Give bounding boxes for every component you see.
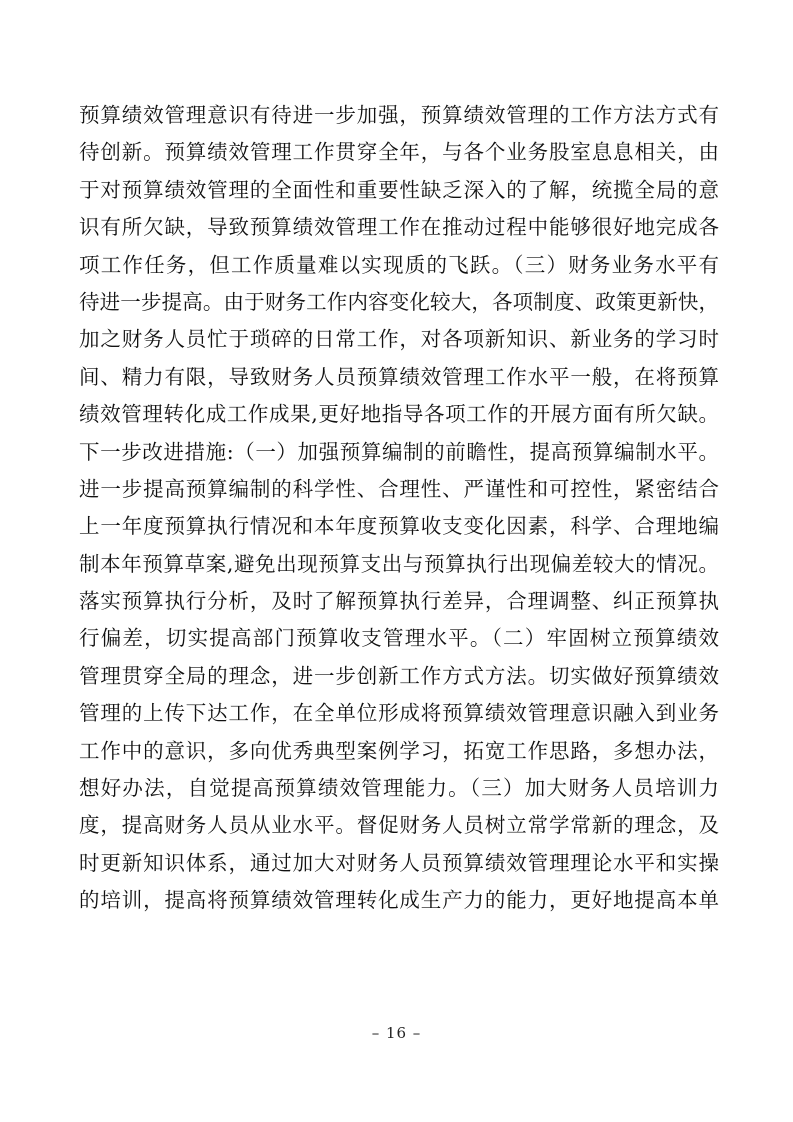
text-line: 加之财务人员忙于琐碎的日常工作，对各项新知识、新业务的学习时 bbox=[79, 327, 719, 352]
text-line: 待进一步提高。由于财务工作内容变化较大，各项制度、政策更新快， bbox=[79, 289, 719, 314]
text-line: 间、精力有限，导致财务人员预算绩效管理工作水平一般，在将预算 bbox=[79, 364, 719, 389]
body-text bbox=[79, 97, 719, 920]
text-line: 下一步改进措施:（一）加强预算编制的前瞻性，提高预算编制水平。 bbox=[79, 439, 719, 464]
text-line: 想好办法，自觉提高预算绩效管理能力。（三）加大财务人员培训力 bbox=[79, 776, 719, 801]
text-line: 预算绩效管理意识有待进一步加强，预算绩效管理的工作方法方式有 bbox=[79, 103, 719, 127]
page-number: – 16 – bbox=[371, 1024, 422, 1042]
text-line: 度，提高财务人员从业水平。督促财务人员树立常学常新的理念，及 bbox=[79, 813, 719, 838]
text-line: 进一步提高预算编制的科学性、合理性、严谨性和可控性，紧密结合 bbox=[79, 476, 719, 501]
text-line: 待创新。预算绩效管理工作贯穿全年，与各个业务股室息息相关，由 bbox=[79, 140, 719, 165]
text-line: 于对预算绩效管理的全面性和重要性缺乏深入的了解，统揽全局的意 bbox=[79, 177, 719, 202]
text-line: 管理贯穿全局的理念，进一步创新工作方式方法。切实做好预算绩效 bbox=[79, 663, 719, 688]
text-line: 时更新知识体系，通过加大对财务人员预算绩效管理理论水平和实操 bbox=[79, 850, 719, 875]
text-line: 的培训，提高将预算绩效管理转化成生产力的能力，更好地提高本单 bbox=[79, 888, 719, 913]
text-line: 管理的上传下达工作，在全单位形成将预算绩效管理意识融入到业务 bbox=[79, 701, 719, 726]
text-line: 项工作任务，但工作质量难以实现质的飞跃。（三）财务业务水平有 bbox=[79, 252, 719, 277]
text-line: 制本年预算草案,避免出现预算支出与预算执行出现偏差较大的情况。 bbox=[79, 551, 719, 576]
text-line: 行偏差，切实提高部门预算收支管理水平。（二）牢固树立预算绩效 bbox=[79, 626, 719, 651]
text-line: 绩效管理转化成工作成果,更好地指导各项工作的开展方面有所欠缺。 bbox=[79, 402, 719, 427]
text-line: 识有所欠缺，导致预算绩效管理工作在推动过程中能够很好地完成各 bbox=[79, 215, 719, 240]
text-line: 落实预算执行分析，及时了解预算执行差异，合理调整、纠正预算执 bbox=[79, 589, 719, 614]
text-line: 工作中的意识，多向优秀典型案例学习，拓宽工作思路，多想办法， bbox=[79, 738, 719, 763]
text-line: 上一年度预算执行情况和本年度预算收支变化因素，科学、合理地编 bbox=[79, 514, 719, 539]
